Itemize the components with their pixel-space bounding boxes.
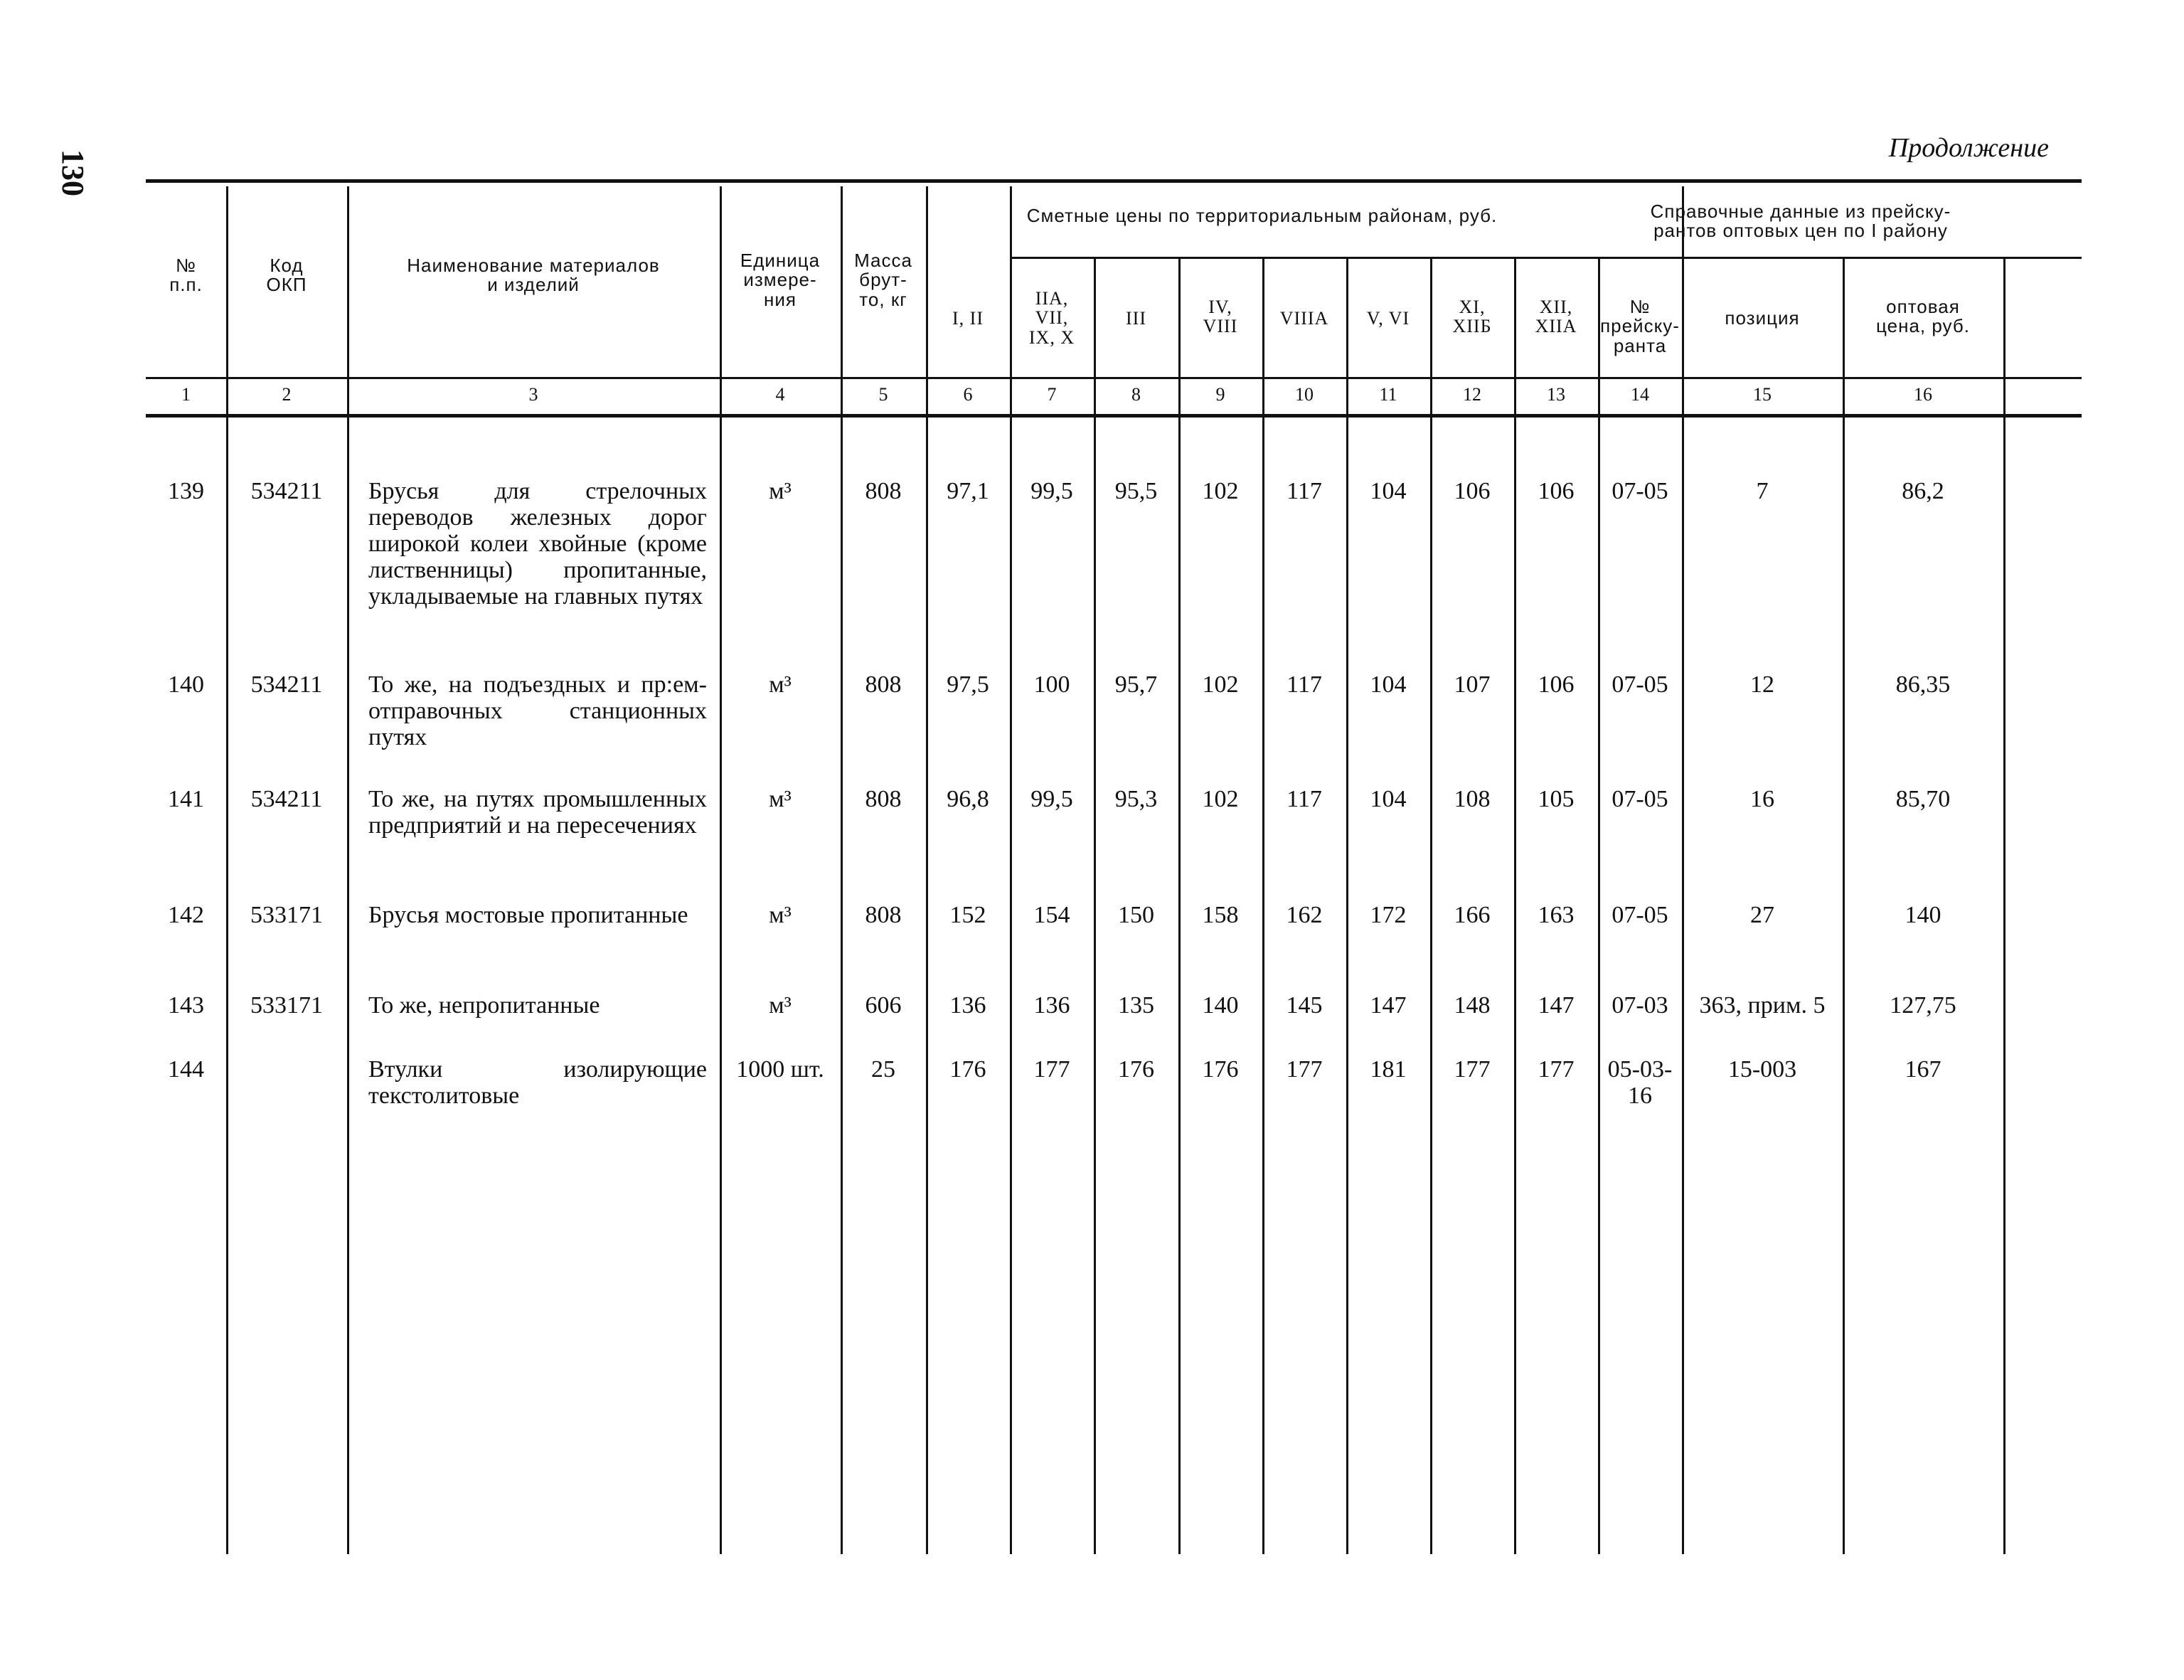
colnum-bottom-rule — [146, 414, 2082, 418]
region-price: 176 — [949, 1056, 986, 1083]
column-number: 4 — [775, 384, 785, 405]
row-number: 143 — [168, 992, 204, 1019]
region-price: 136 — [949, 992, 986, 1019]
unit: м³ — [769, 478, 792, 504]
column-number: 14 — [1631, 384, 1649, 405]
pricelist-position: 12 — [1750, 671, 1774, 698]
pricelist-position: 363, прим. 5 — [1699, 992, 1826, 1019]
region-price: 152 — [949, 902, 986, 928]
gross-mass: 606 — [865, 992, 902, 1019]
column-number: 6 — [963, 384, 973, 405]
page-number: 130 — [55, 149, 90, 196]
region-price: 147 — [1538, 992, 1575, 1019]
header-code: Код ОКП — [266, 255, 307, 296]
region-price: 99,5 — [1030, 478, 1073, 504]
pricelist-position: 7 — [1756, 478, 1769, 504]
region-price: 147 — [1370, 992, 1407, 1019]
region-price: 154 — [1033, 902, 1070, 928]
material-name: То же, на путях промышленных предприятий и на пересечениях — [368, 786, 707, 839]
region-price: 102 — [1202, 671, 1239, 698]
region-price: 107 — [1454, 671, 1491, 698]
header-region: V, VI — [1366, 308, 1410, 329]
unit: м³ — [769, 902, 792, 928]
group-header-rule — [1682, 257, 2082, 259]
region-price: 176 — [1118, 1056, 1154, 1083]
wholesale-price: 127,75 — [1890, 992, 1956, 1019]
header-region: I, II — [952, 308, 984, 329]
region-price: 158 — [1202, 902, 1239, 928]
material-name: Брусья мостовые пропитанные — [368, 902, 688, 928]
region-price: 135 — [1118, 992, 1154, 1019]
region-price: 162 — [1286, 902, 1323, 928]
row-number: 142 — [168, 902, 204, 928]
header-region: VIIIА — [1279, 308, 1329, 329]
region-price: 100 — [1033, 671, 1070, 698]
header-region: XII, XIIА — [1535, 297, 1577, 337]
header-ref-col: оптовая цена, руб. — [1876, 296, 1970, 337]
header-num: № п.п. — [169, 255, 203, 296]
okp-code: 534211 — [250, 478, 323, 504]
column-number: 15 — [1753, 384, 1772, 405]
okp-code: 534211 — [250, 786, 323, 812]
unit: 1000 шт. — [736, 1056, 824, 1083]
header-ref-col: позиция — [1725, 307, 1800, 329]
header-region: IIА, VII, IX, X — [1028, 288, 1075, 348]
gross-mass: 808 — [865, 786, 902, 812]
header-region: III — [1126, 308, 1146, 329]
continued-label: Продолжение — [1888, 133, 2049, 163]
header-ref-col: № прейску- ранта — [1600, 296, 1680, 356]
region-price: 117 — [1287, 478, 1322, 504]
column-divider — [2003, 259, 2005, 1554]
gross-mass: 25 — [871, 1056, 895, 1083]
pricelist-number: 07-05 — [1612, 478, 1668, 504]
wholesale-price: 85,70 — [1895, 786, 1951, 812]
column-number: 7 — [1047, 384, 1057, 405]
pricelist-number: 07-05 — [1612, 671, 1668, 698]
region-price: 106 — [1538, 478, 1575, 504]
material-name: Брусья для стрелочных переводов железных дорог широкой колеи хвойные (кроме лиственницы) пропитанные, укладываемые на главных путях — [368, 478, 707, 610]
pricelist-number: 05-03-16 — [1607, 1056, 1673, 1109]
pricelist-position: 15-003 — [1727, 1056, 1797, 1083]
region-price: 99,5 — [1030, 786, 1073, 812]
region-price: 150 — [1118, 902, 1154, 928]
region-price: 108 — [1454, 786, 1491, 812]
okp-code: 533171 — [250, 902, 323, 928]
column-number: 8 — [1131, 384, 1141, 405]
region-price: 97,5 — [947, 671, 989, 698]
wholesale-price: 86,35 — [1895, 671, 1951, 698]
header-region: XI, XIIБ — [1452, 297, 1492, 337]
okp-code: 534211 — [250, 671, 323, 698]
region-price: 102 — [1202, 478, 1239, 504]
header-ref-group: Справочные данные из прейску- рантов оптовых цен по I району — [1650, 201, 1951, 242]
gross-mass: 808 — [865, 671, 902, 698]
region-price: 95,5 — [1114, 478, 1158, 504]
region-price: 104 — [1370, 786, 1407, 812]
header-unit: Единица измере- ния — [740, 250, 821, 310]
column-number: 5 — [878, 384, 888, 405]
region-price: 181 — [1370, 1056, 1407, 1083]
unit: м³ — [769, 786, 792, 812]
column-number: 1 — [181, 384, 191, 405]
material-name: То же, непропитанные — [368, 992, 600, 1019]
gross-mass: 808 — [865, 478, 902, 504]
column-number: 12 — [1463, 384, 1481, 405]
pricelist-position: 27 — [1750, 902, 1774, 928]
region-price: 145 — [1286, 992, 1323, 1019]
row-number: 139 — [168, 478, 204, 504]
region-price: 140 — [1202, 992, 1239, 1019]
row-number: 140 — [168, 671, 204, 698]
material-name: То же, на подъездных и пр:ем-отправочных станционных путях — [368, 671, 707, 750]
pricelist-number: 07-05 — [1612, 902, 1668, 928]
region-price: 172 — [1370, 902, 1407, 928]
region-price: 117 — [1287, 786, 1322, 812]
header-region: IV, VIII — [1203, 297, 1238, 337]
header-name: Наименование материалов и изделий — [407, 255, 660, 296]
region-price: 97,1 — [947, 478, 989, 504]
region-price: 176 — [1202, 1056, 1239, 1083]
unit: м³ — [769, 992, 792, 1019]
row-number: 141 — [168, 786, 204, 812]
region-price: 148 — [1454, 992, 1491, 1019]
column-number: 13 — [1547, 384, 1565, 405]
region-price: 105 — [1538, 786, 1575, 812]
column-number: 9 — [1215, 384, 1225, 405]
wholesale-price: 86,2 — [1902, 478, 1944, 504]
header-mass: Масса брут- то, кг — [854, 250, 912, 310]
region-price: 104 — [1370, 671, 1407, 698]
header-prices-group: Сметные цены по территориальным районам, руб. — [1026, 205, 1498, 226]
unit: м³ — [769, 671, 792, 698]
gross-mass: 808 — [865, 902, 902, 928]
region-price: 163 — [1538, 902, 1575, 928]
column-number: 16 — [1914, 384, 1932, 405]
pricelist-number: 07-03 — [1612, 992, 1668, 1019]
region-price: 95,3 — [1114, 786, 1158, 812]
region-price: 106 — [1538, 671, 1575, 698]
material-name: Втулки изолирующие текстолитовые — [368, 1056, 707, 1109]
region-price: 117 — [1287, 671, 1322, 698]
region-price: 95,7 — [1114, 671, 1158, 698]
region-price: 166 — [1454, 902, 1491, 928]
region-price: 104 — [1370, 478, 1407, 504]
row-number: 144 — [168, 1056, 204, 1083]
region-price: 177 — [1033, 1056, 1070, 1083]
okp-code: 533171 — [250, 992, 323, 1019]
pricelist-number: 07-05 — [1612, 786, 1668, 812]
region-price: 96,8 — [947, 786, 989, 812]
wholesale-price: 167 — [1905, 1056, 1941, 1083]
region-price: 136 — [1033, 992, 1070, 1019]
pricelist-position: 16 — [1750, 786, 1774, 812]
region-price: 177 — [1286, 1056, 1323, 1083]
column-number: 11 — [1379, 384, 1397, 405]
header-bottom-rule — [146, 377, 2082, 379]
region-price: 106 — [1454, 478, 1491, 504]
region-price: 177 — [1538, 1056, 1575, 1083]
column-number: 10 — [1295, 384, 1314, 405]
column-number: 3 — [528, 384, 538, 405]
region-price: 177 — [1454, 1056, 1491, 1083]
wholesale-price: 140 — [1905, 902, 1941, 928]
top-rule — [146, 179, 2082, 183]
column-number: 2 — [282, 384, 292, 405]
region-price: 102 — [1202, 786, 1239, 812]
